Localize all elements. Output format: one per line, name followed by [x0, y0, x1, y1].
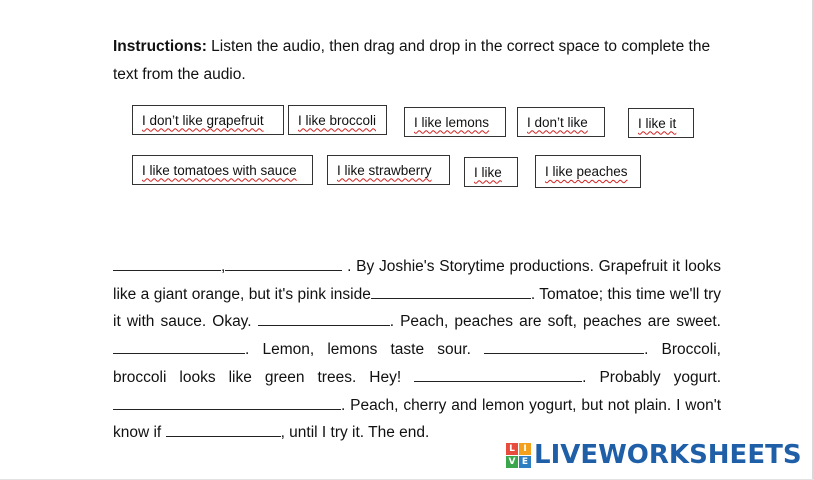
drop-blank-7[interactable]: [414, 367, 582, 382]
chip-label: I like broccoli: [298, 112, 377, 128]
story-segment: ,: [221, 258, 226, 275]
story-segment: . Tomatoe; this time we'll try it with sauce. Okay.: [113, 285, 721, 331]
chip-label: I like peaches: [545, 164, 628, 179]
story-text: [113, 253, 721, 447]
logo-block: I: [519, 443, 531, 455]
story-segment: , until I try it. The end.: [280, 424, 430, 442]
drag-chip-like-strawberry[interactable]: [327, 155, 450, 185]
drag-chip-like-peaches[interactable]: [535, 155, 641, 188]
liveworksheets-logo: [506, 440, 802, 470]
drag-chip-like-broccoli[interactable]: [288, 105, 387, 135]
drag-chip-like-tomatoes-with-sauce[interactable]: [132, 155, 313, 185]
drag-chip-dont-like[interactable]: [517, 107, 605, 137]
instructions-label: Instructions:: [113, 38, 207, 55]
chip-label: I like: [474, 164, 502, 180]
instructions-paragraph: [113, 33, 723, 89]
chip-label: I like tomatoes with sauce: [142, 162, 297, 178]
story-segment: . Peach, cherry and lemon yogurt, but not plain. I won't know if: [113, 396, 721, 442]
drag-chip-like[interactable]: [464, 157, 518, 187]
chip-label: I like lemons: [414, 114, 490, 130]
drop-blank-5[interactable]: [113, 339, 245, 354]
chip-label: I like strawberry: [337, 162, 432, 178]
drop-blank-8[interactable]: [113, 395, 341, 410]
drop-blank-4[interactable]: [258, 311, 390, 326]
drag-chip-like-lemons[interactable]: [404, 107, 506, 137]
story-segment: . Probably yogurt.: [582, 368, 722, 386]
drop-blank-2[interactable]: [225, 256, 342, 271]
logo-block: V: [506, 456, 518, 468]
story-segment: . Broccoli, broccoli looks like green trees. Hey!: [113, 341, 721, 386]
chip-label: I like it: [638, 115, 677, 131]
story-segment: . Peach, peaches are soft, peaches are sweet.: [389, 313, 721, 331]
logo-blocks-icon: [506, 443, 531, 468]
drag-chip-like-it[interactable]: [628, 108, 694, 138]
drop-blank-6[interactable]: [484, 339, 644, 354]
logo-block: L: [506, 443, 518, 455]
chip-label: I don’t like: [527, 114, 588, 130]
logo-text: LIVEWORKSHEETS: [534, 440, 802, 470]
logo-block: E: [519, 456, 531, 468]
instructions-text: Listen the audio, then drag and drop in the correct space to complete the text from the audio.: [113, 38, 711, 83]
story-segment: . By Joshie's Storytime productions. Grapefruit it looks like a giant orange, but it's pink inside: [113, 258, 721, 303]
chip-label: I don’t like grapefruit: [142, 112, 264, 128]
drop-blank-3[interactable]: [371, 284, 531, 299]
drop-blank-9[interactable]: [166, 422, 281, 437]
drag-chip-dont-like-grapefruit[interactable]: [132, 105, 284, 135]
story-segment: . Lemon, lemons taste sour.: [245, 341, 485, 359]
drop-blank-1[interactable]: [113, 256, 221, 271]
